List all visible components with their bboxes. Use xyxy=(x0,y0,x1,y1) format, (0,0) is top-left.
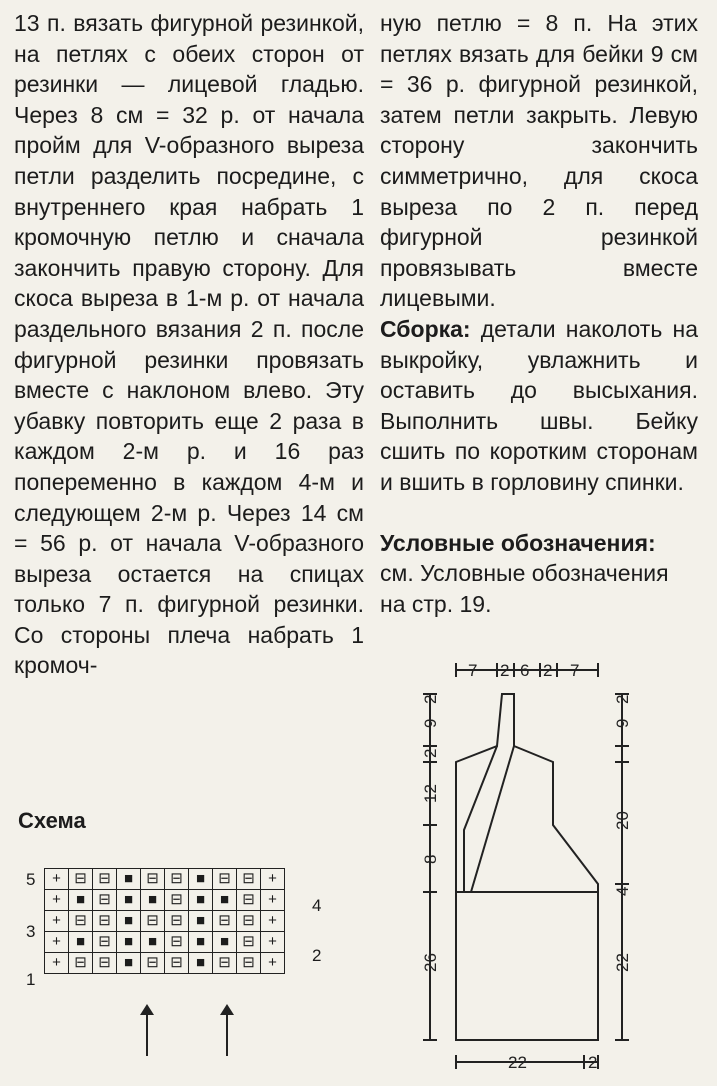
svg-text:2: 2 xyxy=(543,661,553,680)
row-number: 2 xyxy=(312,946,322,965)
row-number: 5 xyxy=(26,870,36,889)
row-number: 4 xyxy=(312,896,322,915)
svg-text:8: 8 xyxy=(421,854,440,864)
svg-text:9: 9 xyxy=(613,718,632,728)
pattern-outline xyxy=(456,694,598,1040)
svg-text:2: 2 xyxy=(421,748,440,758)
svg-text:26: 26 xyxy=(421,953,440,972)
svg-text:20: 20 xyxy=(613,811,632,830)
svg-text:2: 2 xyxy=(613,694,632,704)
assembly-label: Сборка: xyxy=(380,315,471,342)
legend-heading: Условные обозначения: xyxy=(380,529,656,556)
instructions-paragraph: 13 п. вязать фигурной резинкой, на петлях с обеих сторон от резинки — лицевой гладью. Через 8 см = 32 р. от начала пройм для V-образного выреза петли разделить посредине, с внутреннего края набрать 1 кромочную петлю и сначала закончить правую сторону. Для скоса выреза в 1-м р. от начала раздельного вязания 2 п. после фигурной резинки провязать вместе с наклоном влево. Эту убавку повторить еще 2 раза в каждом 2-м р. и 16 раз попеременно в каждом 4-м и следующем 2-м р. Через 14 см = 56 р. от начала V-образного выреза остается на спицах только 7 п. фигурной резинки. Со стороны плеча набрать 1 кромоч- xyxy=(14,10,364,679)
svg-text:7: 7 xyxy=(468,661,478,680)
row-number: 1 xyxy=(26,970,36,989)
svg-text:2: 2 xyxy=(421,694,440,704)
svg-text:12: 12 xyxy=(421,784,440,803)
svg-text:2: 2 xyxy=(500,661,510,680)
svg-text:2: 2 xyxy=(588,1053,598,1072)
svg-text:6: 6 xyxy=(520,661,530,680)
svg-text:9: 9 xyxy=(421,718,440,728)
svg-text:7: 7 xyxy=(570,661,580,680)
svg-text:22: 22 xyxy=(508,1053,527,1072)
row-number: 3 xyxy=(26,922,36,941)
legend-text: см. Условные обозначения на стр. 19. xyxy=(380,560,669,617)
schema-title: Схема xyxy=(18,808,86,833)
assembly-text: детали наколоть на выкройку, увлажнить и оставить до высыхания. Выполнить швы. Бейку сшить по коротким сторонам и вшить в горловину спинки. xyxy=(380,315,698,495)
svg-text:22: 22 xyxy=(613,953,632,972)
instructions-paragraph-continued: ную петлю = 8 п. На этих петлях вязать для бейки 9 см = 36 р. фигурной резинкой, затем петли закрыть. Левую сторону закончить симметрично, для скоса выреза по 2 п. перед фигурной резинкой провязывать вместе лицевыми. xyxy=(380,10,698,312)
svg-text:4: 4 xyxy=(613,886,632,896)
stitch-chart: + ⊟ ⊟ ■ ⊟ ⊟ ■ ⊟ ⊟ + + ■ ⊟ ■ ■ ⊟ ■ ■ ⊟ + + ⊟ ⊟ ■ ⊟ ⊟ ■ ⊟ ⊟ + + ■ ⊟ ■ ■ ⊟ ■ ■ ⊟ + + ⊟ ⊟ ■ ⊟ ⊟ ■ ⊟ ⊟ + xyxy=(44,868,285,974)
